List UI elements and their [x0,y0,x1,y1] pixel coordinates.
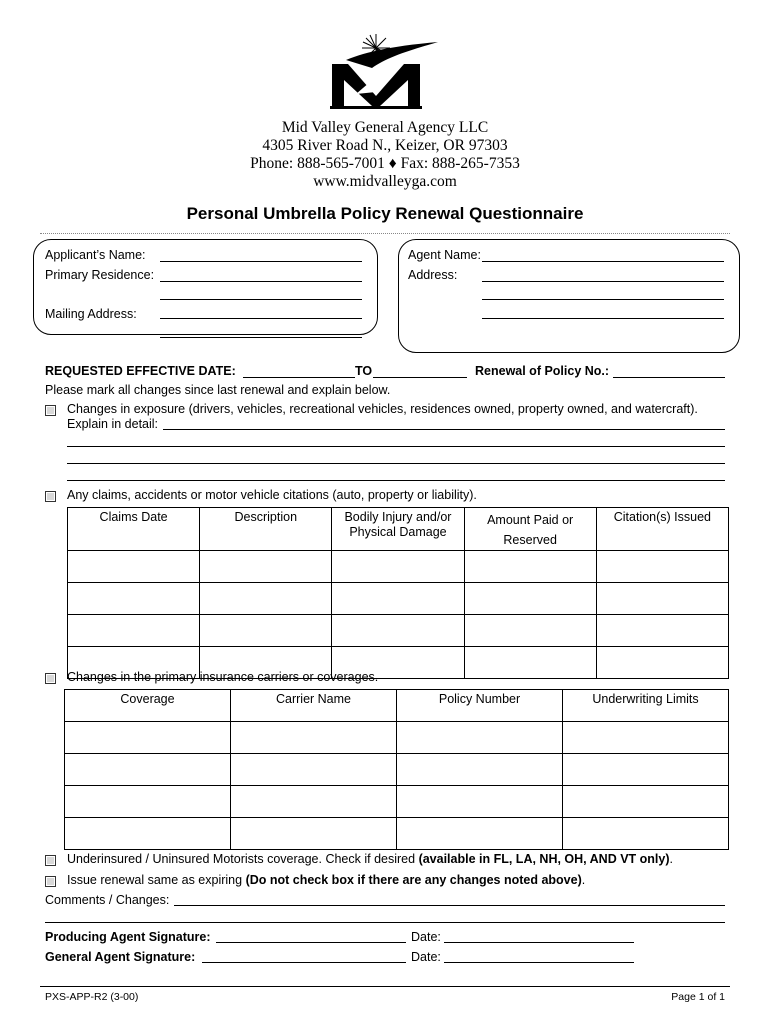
table-cell[interactable] [563,786,729,818]
renewal-policy-label: Renewal of Policy No.: [475,364,610,378]
table-cell[interactable] [563,722,729,754]
applicant-name-field[interactable] [160,261,362,262]
general-date-label: Date: [411,950,441,964]
claims-header-amount: Amount Paid or Reserved [464,508,596,551]
uninsured-checkbox[interactable] [45,855,56,866]
effective-date-from-field[interactable] [243,377,355,378]
explain-field-2[interactable] [67,446,725,447]
table-cell[interactable] [200,551,332,583]
table-row [68,583,729,615]
uninsured-text-bold: (available in FL, LA, NH, OH, AND VT only) [418,852,670,866]
agency-phone: Phone: 888-565-7001 [250,155,385,172]
carriers-table [64,689,729,850]
table-cell[interactable] [332,551,464,583]
table-row [68,615,729,647]
applicant-name-label: Applicant’s Name: [45,248,146,262]
table-cell[interactable] [397,754,563,786]
table-cell[interactable] [65,818,231,850]
table-cell[interactable] [563,818,729,850]
claims-header-date: Claims Date [68,508,200,551]
claims-text: Any claims, accidents or motor vehicle citations (auto, property or liability). [67,488,477,502]
mailing-address-field[interactable] [160,318,362,319]
table-cell[interactable] [200,615,332,647]
primary-residence-field[interactable] [160,281,362,282]
comments-field-2[interactable] [45,922,725,923]
claims-header-injury: Bodily Injury and/or Physical Damage [332,508,464,551]
table-cell[interactable] [231,786,397,818]
renewal-text [67,873,585,887]
form-id: PXS-APP-R2 (3-00) [45,991,139,1003]
table-row [65,786,729,818]
mailing-address-label: Mailing Address: [45,307,137,321]
table-cell[interactable] [596,551,728,583]
agency-name: Mid Valley General Agency LLC [281,119,489,136]
general-signature-label: General Agent Signature: [45,950,196,964]
uninsured-text-main: Underinsured / Uninsured Motorists coverage. Check if desired [67,852,419,866]
table-cell[interactable] [596,615,728,647]
agent-name-label: Agent Name: [408,248,481,262]
explain-label: Explain in detail: [67,417,159,431]
table-cell[interactable] [397,786,563,818]
exposure-text: Changes in exposure (drivers, vehicles, recreational vehicles, residences owned, property owned, and watercraft). [67,402,698,416]
table-cell[interactable] [464,583,596,615]
table-cell[interactable] [563,754,729,786]
producing-date-label: Date: [411,930,441,944]
carriers-checkbox[interactable] [45,673,56,684]
explain-field-3[interactable] [67,463,725,464]
renewal-text-end: . [581,873,586,887]
agency-fax: Fax: 888-265-7353 [400,155,520,172]
footer-divider [40,986,730,987]
table-cell[interactable] [231,722,397,754]
table-cell[interactable] [397,722,563,754]
effective-date-to-field[interactable] [373,377,467,378]
table-cell[interactable] [65,722,231,754]
claims-header-description: Description [200,508,332,551]
general-signature-field[interactable] [202,962,406,963]
comments-label: Comments / Changes: [45,893,170,907]
renewal-checkbox[interactable] [45,876,56,887]
renewal-text-main: Issue renewal same as expiring [67,873,246,887]
exposure-checkbox[interactable] [45,405,56,416]
agency-contact [0,155,770,173]
table-cell[interactable] [464,615,596,647]
effective-date-label: REQUESTED EFFECTIVE DATE: [45,364,236,378]
renewal-text-bold: (Do not check box if there are any changes noted above) [245,873,582,887]
claims-header-citations: Citation(s) Issued [596,508,728,551]
table-cell[interactable] [596,647,728,679]
table-cell[interactable] [332,583,464,615]
renewal-policy-field[interactable] [613,377,725,378]
table-cell[interactable] [596,583,728,615]
carriers-header-coverage: Coverage [65,690,231,722]
uninsured-text [67,852,673,866]
agency-website: www.midvalleyga.com [313,173,457,190]
table-cell[interactable] [200,583,332,615]
form-title: Personal Umbrella Policy Renewal Questionnaire [186,204,584,223]
agent-address-field[interactable] [482,281,724,282]
comments-field[interactable] [174,905,725,906]
to-label: TO [355,364,373,378]
claims-checkbox[interactable] [45,491,56,502]
table-cell[interactable] [65,754,231,786]
table-cell[interactable] [68,615,200,647]
explain-field[interactable] [163,429,725,430]
table-row [68,551,729,583]
table-cell[interactable] [65,786,231,818]
carriers-header-carrier: Carrier Name [231,690,397,722]
table-row [65,818,729,850]
diamond-icon: ♦ [388,155,397,172]
instructions-text: Please mark all changes since last renewal and explain below. [45,383,391,397]
table-cell[interactable] [464,647,596,679]
carriers-text: Changes in the primary insurance carriers or coverages. [67,670,379,684]
primary-residence-field-2[interactable] [160,299,362,300]
table-row [65,754,729,786]
carriers-header-limits: Underwriting Limits [563,690,729,722]
agency-address: 4305 River Road N., Keizer, OR 97303 [262,137,508,154]
general-date-field[interactable] [444,962,634,963]
table-cell[interactable] [332,615,464,647]
table-cell[interactable] [464,551,596,583]
carriers-header-policy: Policy Number [397,690,563,722]
agent-address-field-2[interactable] [482,299,724,300]
title-divider [40,233,730,234]
table-cell[interactable] [68,583,200,615]
agent-name-field[interactable] [482,261,724,262]
agent-address-field-3[interactable] [482,318,724,319]
uninsured-text-end: . [669,852,673,866]
claims-table [67,507,729,679]
carriers-header-row [65,690,729,722]
explain-field-4[interactable] [67,480,725,481]
producing-signature-field[interactable] [216,942,406,943]
table-row [65,722,729,754]
table-cell[interactable] [231,818,397,850]
mailing-address-field-2[interactable] [160,337,362,338]
agent-address-label: Address: [408,268,458,282]
table-cell[interactable] [68,551,200,583]
table-cell[interactable] [231,754,397,786]
table-cell[interactable] [397,818,563,850]
page-number: Page 1 of 1 [671,991,725,1003]
primary-residence-label: Primary Residence: [45,268,155,282]
producing-signature-label: Producing Agent Signature: [45,930,211,944]
producing-date-field[interactable] [444,942,634,943]
agency-logo [326,34,444,110]
claims-header-row [68,508,729,551]
